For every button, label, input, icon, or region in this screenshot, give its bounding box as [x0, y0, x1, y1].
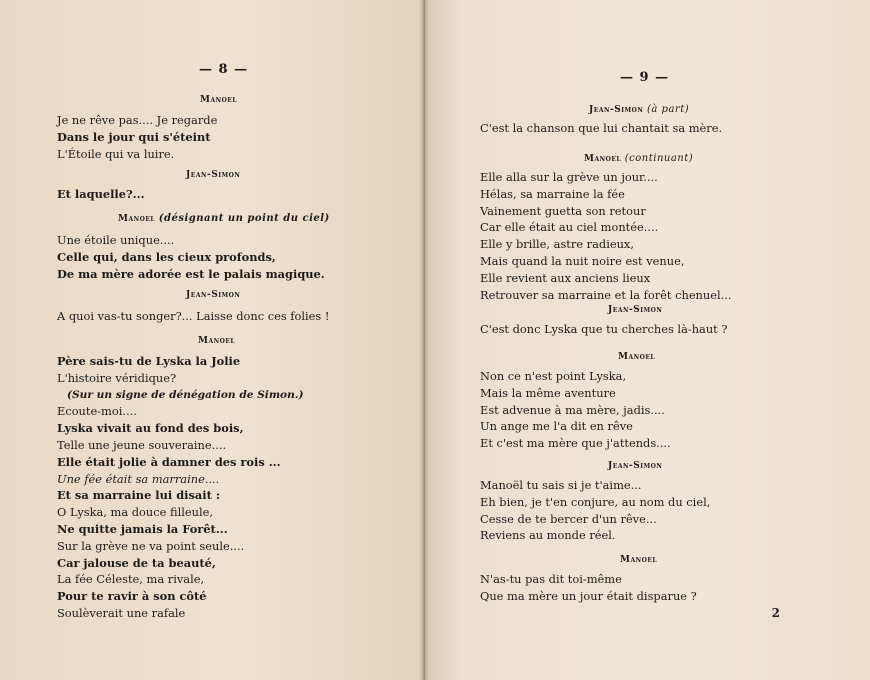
- verse-line: Hélas, sa marraine la fée: [480, 186, 625, 201]
- speaker-with-direction: [589, 104, 689, 115]
- verse-line: Je ne rêve pas.... Je regarde: [57, 113, 218, 127]
- verse-block: [480, 571, 697, 605]
- verse-line: Celle qui, dans les cieux profonds,: [57, 249, 276, 264]
- verse-line: Pour te ravir à son côté: [57, 589, 207, 604]
- stage-direction: (continuant): [624, 153, 694, 164]
- verse-line: Eh bien, je t'en conjure, au nom du ciel,: [480, 494, 711, 509]
- right-page: [424, 0, 870, 680]
- stage-direction: (désignant un point du ciel): [158, 213, 330, 224]
- verse-line: Lyska vivait au fond des bois,: [57, 421, 244, 436]
- verse-line: O Lyska, ma douce filleule,: [57, 505, 213, 520]
- speaker-name: Manoel: [200, 95, 238, 105]
- verse-line: Elle revient aux anciens lieux: [480, 270, 651, 285]
- speaker-name: Jean-Simon: [608, 305, 663, 315]
- verse-line: Sur la grève ne va point seule....: [57, 538, 245, 553]
- verse-line: Vainement guetta son retour: [480, 203, 646, 218]
- verse-line: L'histoire véridique?: [57, 370, 177, 385]
- verse-line: A quoi vas-tu songer?... Laisse donc ces folies !: [57, 309, 330, 323]
- verse-line: Une fée était sa marraine....: [57, 471, 220, 486]
- speaker-name: Jean-Simon: [186, 170, 241, 180]
- verse-line: Et laquelle?...: [57, 187, 145, 201]
- verse-block: [480, 477, 710, 544]
- verse-line: Telle une jeune souveraine....: [57, 437, 227, 452]
- speaker-name: Manoel: [198, 336, 236, 346]
- speaker-name: Manoel: [620, 555, 658, 565]
- verse-line: Ne quitte jamais la Forêt...: [57, 521, 228, 536]
- verse-block: [57, 308, 329, 325]
- verse-line: Un ange me l'a dit en rêve: [480, 419, 633, 434]
- verse-line: Manoël tu sais si je t'aime...: [480, 478, 642, 492]
- verse-block: [480, 321, 727, 338]
- speaker-name: Jean-Simon: [186, 290, 241, 300]
- speaker-name: Jean-Simon: [608, 461, 663, 471]
- verse-line: Que ma mère un jour était disparue ?: [480, 588, 697, 603]
- verse-block: [480, 120, 722, 137]
- verse-line: Ecoute-moi....: [57, 404, 137, 419]
- verse-line: N'as-tu pas dit toi-même: [480, 572, 622, 586]
- verse-line: Non ce n'est point Lyska,: [480, 369, 627, 383]
- speaker-name: Manoel: [618, 352, 656, 362]
- speaker-name: Jean-Simon: [589, 105, 644, 115]
- verse-line: Et sa marraine lui disait :: [57, 488, 221, 503]
- verse-line: Et c'est ma mère que j'attends....: [480, 436, 671, 451]
- speaker-name: Manoel: [118, 214, 156, 224]
- verse-line: Car jalouse de ta beauté,: [57, 555, 216, 570]
- verse-line: L'Étoile qui va luire.: [57, 146, 175, 161]
- verse-line: Soulèverait une rafale: [57, 605, 186, 620]
- verse-line: Une étoile unique....: [57, 233, 175, 247]
- verse-line: Mais la même aventure: [480, 385, 616, 400]
- verse-line: Retrouver sa marraine et la forêt chenuel...: [480, 287, 732, 302]
- verse-block: [57, 112, 217, 162]
- speaker-with-direction: [118, 213, 330, 224]
- verse-block: [480, 169, 731, 303]
- stage-direction: (Sur un signe de dénégation de Simon.): [67, 388, 304, 401]
- verse-line: C'est la chanson que lui chantait sa mère.: [480, 121, 723, 135]
- left-page: [0, 0, 424, 680]
- book-gutter: [419, 0, 429, 680]
- verse-block: [480, 368, 671, 452]
- verse-line: Cesse de te bercer d'un rêve...: [480, 511, 657, 526]
- speaker-with-direction: [584, 153, 693, 164]
- verse-line: C'est donc Lyska que tu cherches là-haut ?: [480, 322, 728, 336]
- stage-direction: (à part): [647, 104, 690, 115]
- verse-line: La fée Céleste, ma rivale,: [57, 572, 205, 587]
- verse-line: Dans le jour qui s'éteint: [57, 129, 211, 144]
- signature-mark: 2: [771, 606, 780, 620]
- verse-line: Reviens au monde réel.: [480, 528, 616, 543]
- verse-block: [57, 232, 325, 282]
- verse-line: Père sais-tu de Lyska la Jolie: [57, 354, 241, 368]
- verse-line: Elle alla sur la grève un jour....: [480, 170, 658, 184]
- verse-line: Est advenue à ma mère, jadis....: [480, 402, 665, 417]
- verse-block: [57, 353, 304, 622]
- verse-line: Mais quand la nuit noire est venue,: [480, 253, 685, 268]
- speaker-name: Manoel: [584, 154, 622, 164]
- verse-block: [57, 186, 145, 203]
- verse-line: De ma mère adorée est le palais magique.: [57, 266, 325, 281]
- verse-line: Elle y brille, astre radieux,: [480, 237, 634, 252]
- verse-line: Elle était jolie à damner des rois ...: [57, 454, 281, 469]
- page-number: — 9 —: [620, 70, 670, 85]
- page-number: — 8 —: [199, 62, 249, 77]
- verse-line: Car elle était au ciel montée....: [480, 220, 659, 235]
